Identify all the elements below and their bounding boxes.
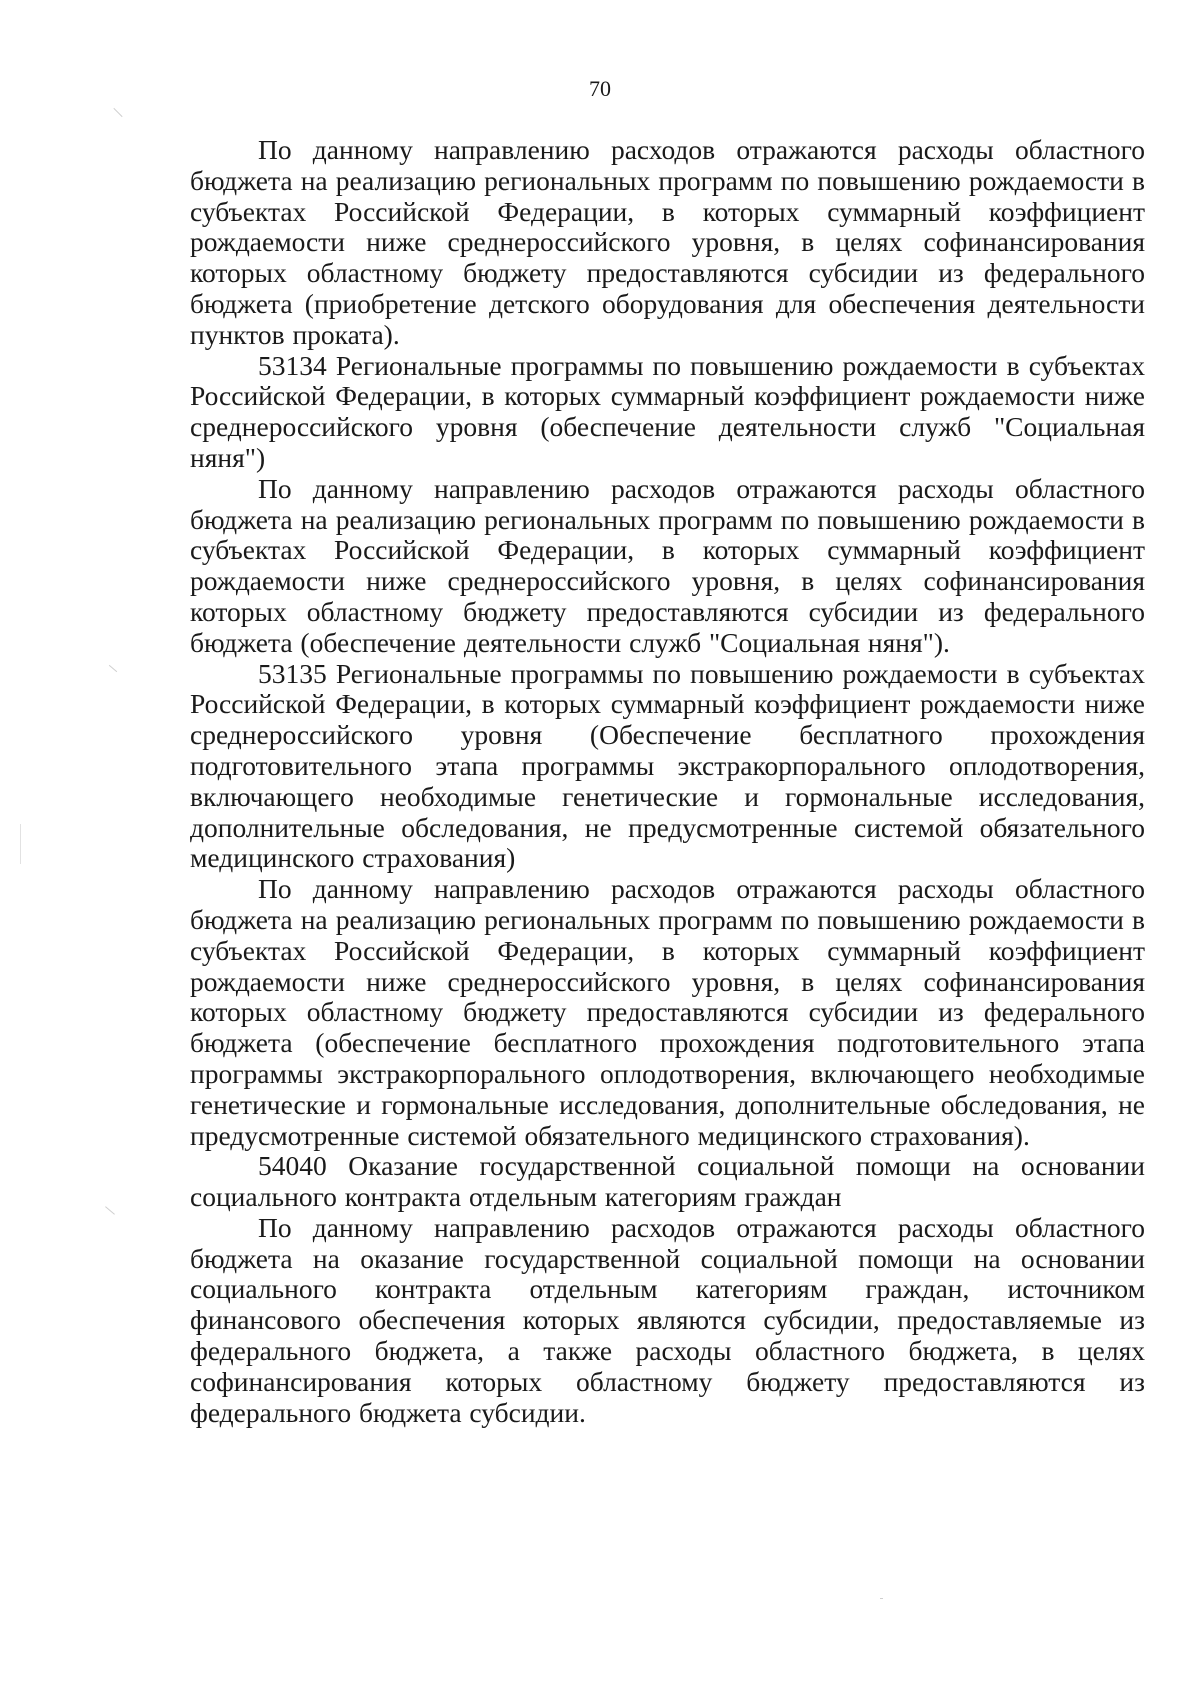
scan-artifact-mark (113, 108, 122, 117)
paragraph-expenses-social-nanny: По данному направлению расходов отражаются расходы областного бюджета на реализацию региональных программ по повышению рождаемости в субъектах Российской Федерации, в которых суммарный коэффициент рождаемости ниже среднероссийского уровня, в целях софинансирования которых областному бюджету предоставляются субсидии из федерального бюджета (обеспечение деятельности служб "Социальная няня"). (190, 472, 1145, 658)
paragraph-code-54040-heading: 54040 Оказание государственной социальной помощи на основании социального контракта отдельным категориям граждан (190, 1150, 1145, 1213)
scan-artifact-mark (109, 665, 117, 672)
document-body (190, 135, 1145, 1428)
paragraph-expenses-social-contract: По данному направлению расходов отражаются расходы областного бюджета на оказание государственной социальной помощи на основании социального контракта отдельным категориям граждан, источником финансового обеспечения которых являются субсидии, предоставляемые из федерального бюджета, а также расходы областного бюджета, в целях софинансирования которых областному бюджету предоставляются из федерального бюджета субсидии. (190, 1211, 1145, 1428)
paragraph-code-53134-heading: 53134 Региональные программы по повышению рождаемости в субъектах Российской Федерации, в которых суммарный коэффициент рождаемости ниже среднероссийского уровня (обеспечение деятельности служб "Социальная няня") (190, 349, 1145, 473)
scan-artifact-mark (105, 1206, 115, 1214)
scan-artifact-mark (20, 824, 21, 864)
paragraph-expenses-rental-points: По данному направлению расходов отражаются расходы областного бюджета на реализацию региональных программ по повышению рождаемости в субъектах Российской Федерации, в которых суммарный коэффициент рождаемости ниже среднероссийского уровня, в целях софинансирования которых областному бюджету предоставляются субсидии из федерального бюджета (приобретение детского оборудования для обеспечения деятельности пунктов проката). (190, 134, 1145, 350)
scan-artifact-mark (880, 1598, 883, 1599)
paragraph-code-53135-heading: 53135 Региональные программы по повышению рождаемости в субъектах Российской Федерации, в которых суммарный коэффициент рождаемости ниже среднероссийского уровня (Обеспечение бесплатного прохождения подготовительного этапа программы экстракорпорального оплодотворения, включающего необходимые генетические и гормональные исследования, дополнительные обследования, не предусмотренные системой обязательного медицинского страхования) (190, 657, 1145, 874)
page-number: 70 (589, 76, 611, 101)
paragraph-expenses-ivf-preparation: По данному направлению расходов отражаются расходы областного бюджета на реализацию региональных программ по повышению рождаемости в субъектах Российской Федерации, в которых суммарный коэффициент рождаемости ниже среднероссийского уровня, в целях софинансирования которых областному бюджету предоставляются субсидии из федерального бюджета (обеспечение бесплатного прохождения подготовительного этапа программы экстракорпорального оплодотворения, включающего необходимые генетические и гормональные исследования, дополнительные обследования, не предусмотренные системой обязательного медицинского страхования). (190, 873, 1145, 1151)
